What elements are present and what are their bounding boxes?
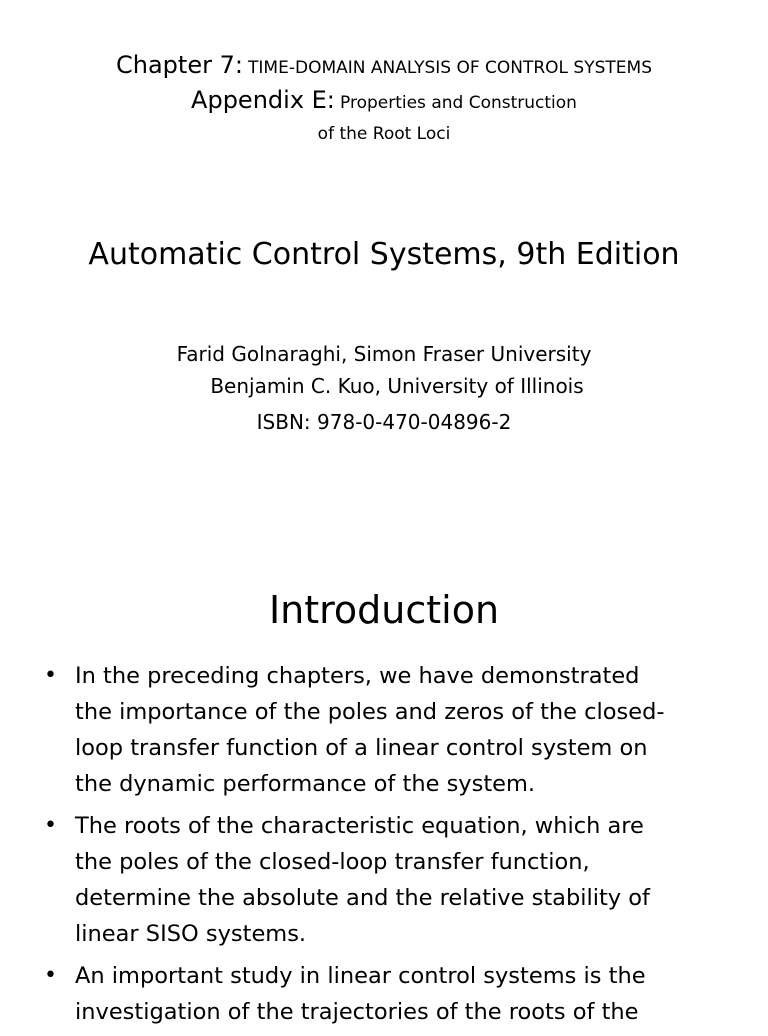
introduction-heading: Introduction — [268, 588, 500, 632]
appendix-title-line1: Properties and Construction — [340, 93, 577, 113]
appendix-heading — [0, 88, 768, 112]
chapter-heading — [0, 53, 768, 77]
bullet-item — [44, 658, 744, 802]
bullet-item — [44, 808, 744, 952]
appendix-label: Appendix E: — [191, 86, 335, 114]
author-line-2: Benjamin C. Kuo, University of Illinois — [210, 374, 584, 398]
bullet-item — [44, 958, 744, 1030]
bullet-line: determine the absolute and the relative stability of — [75, 885, 650, 911]
bullet-line: the dynamic performance of the system. — [75, 771, 536, 797]
appendix-title-line2: of the Root Loci — [317, 124, 451, 144]
bullet-line: investigation of the trajectories of the roots of the — [75, 999, 639, 1025]
bullet-list — [44, 658, 744, 1036]
author-line-1: Farid Golnaraghi, Simon Fraser University — [176, 342, 592, 366]
bullet-marker: • — [44, 813, 57, 838]
bullet-line: The roots of the characteristic equation, which are — [75, 813, 644, 839]
bullet-line: An important study in linear control systems is the — [75, 963, 646, 989]
bullet-line: linear SISO systems. — [75, 921, 307, 947]
bullet-line: the poles of the closed-loop transfer function, — [75, 849, 590, 875]
title-slide — [0, 0, 768, 512]
bullet-marker: • — [44, 963, 57, 988]
chapter-title: TIME-DOMAIN ANALYSIS OF CONTROL SYSTEMS — [248, 58, 652, 78]
bullet-line: In the preceding chapters, we have demonstrated — [75, 663, 640, 689]
bullet-marker: • — [44, 663, 57, 688]
isbn-line: ISBN: 978-0-470-04896-2 — [256, 410, 512, 434]
chapter-label: Chapter 7: — [116, 51, 243, 79]
introduction-slide — [0, 512, 768, 1024]
book-title: Automatic Control Systems, 9th Edition — [88, 237, 680, 272]
bullet-line: loop transfer function of a linear control system on — [75, 735, 648, 761]
bullet-line: the importance of the poles and zeros of the closed- — [75, 699, 665, 725]
